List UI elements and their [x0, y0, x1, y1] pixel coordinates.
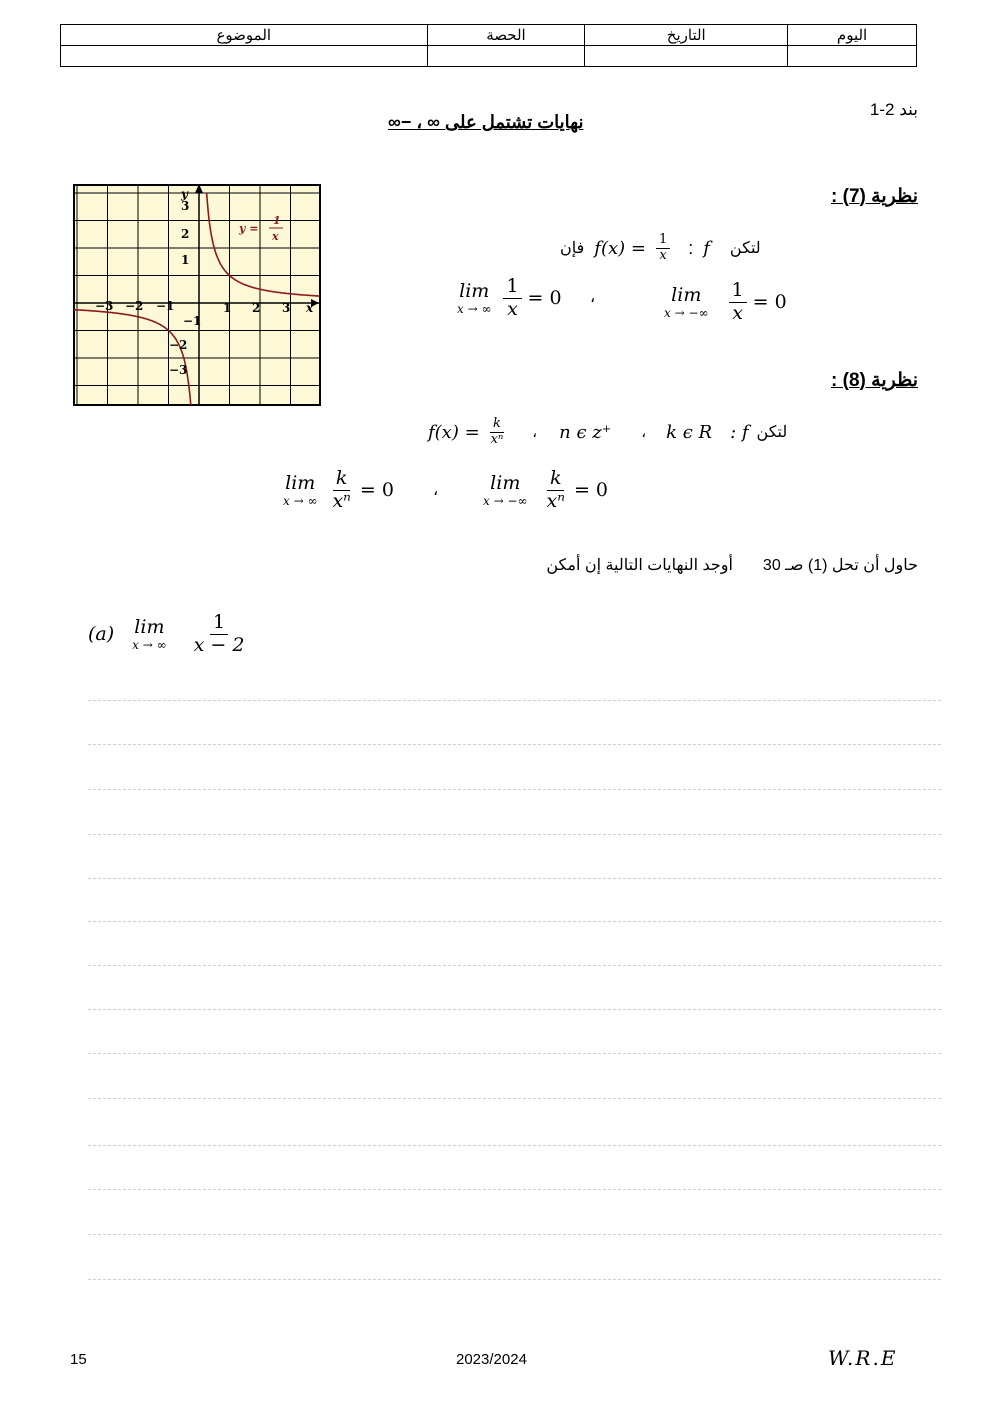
y-tick-neg3: −3 — [169, 363, 188, 377]
day-cell — [788, 46, 917, 67]
date-cell — [585, 46, 788, 67]
equation-num: 1 — [273, 214, 281, 227]
subject-cell — [61, 46, 428, 67]
theorem7-heading: نظرية (7) : — [831, 186, 918, 207]
equation-lhs: y = — [239, 222, 259, 235]
x-tick-neg2: −2 — [125, 299, 144, 313]
date-header: التاريخ — [585, 25, 788, 46]
then-word: فإن — [560, 240, 585, 257]
theorem7-limit-neg-inf: lim x → −∞ $\frac{1}{x}$ = 0 — [664, 278, 787, 324]
theorem8-limit-inf: lim x → ∞ $\frac{k}{\text{xⁿ}}$ = 0 — [283, 466, 394, 512]
author-initials: W.R.E — [828, 1346, 898, 1370]
answer-line — [88, 1009, 941, 1010]
subject-header: الموضوع — [61, 25, 428, 46]
exercise-task: أوجد النهايات التالية إن أمكن — [546, 557, 733, 574]
theorem8-comma: ، — [433, 482, 439, 499]
fx-label: f(x) = — [594, 237, 646, 259]
x-tick-neg3: −3 — [95, 299, 114, 313]
answer-line — [88, 834, 941, 835]
one-over-x: $\frac{1}{x}$ — [656, 233, 670, 264]
y-tick-3: 3 — [181, 199, 190, 213]
exercise-a: (a) lim x → ∞ $\frac{1}{x - 2}$ — [88, 610, 245, 656]
y-tick-neg1: −1 — [183, 314, 202, 328]
theorem8-heading: نظرية (8) : — [831, 370, 918, 391]
answer-line — [88, 1098, 941, 1099]
let-word: لتكن — [729, 240, 761, 257]
exercise-instruction-row — [546, 555, 918, 575]
x-tick-1: 1 — [223, 301, 232, 315]
theorem7-limit-inf: lim x → ∞ $\frac{1}{x}$ = 0 — [457, 274, 562, 320]
y-axis-label: y — [181, 187, 188, 201]
header-table — [60, 24, 917, 67]
x-tick-2: 2 — [252, 301, 261, 315]
reciprocal-graph — [73, 184, 321, 406]
answer-line — [88, 1145, 941, 1146]
period-cell — [427, 46, 585, 67]
section-number: بند 2-1 — [869, 100, 918, 119]
theorem7-comma: ، — [590, 289, 596, 306]
y-tick-neg2: −2 — [169, 338, 188, 352]
answer-line — [88, 878, 941, 879]
y-tick-1: 1 — [181, 253, 190, 267]
x-axis-label: x — [306, 301, 314, 315]
y-tick-2: 2 — [181, 227, 190, 241]
answer-line — [88, 700, 941, 701]
answer-line — [88, 789, 941, 790]
answer-line — [88, 965, 941, 966]
x-tick-3: 3 — [282, 301, 291, 315]
day-header: اليوم — [788, 25, 917, 46]
period-header: الحصة — [427, 25, 585, 46]
graph-background — [74, 185, 320, 405]
answer-line — [88, 1189, 941, 1190]
theorem8-limit-neg-inf: lim x → −∞ $\frac{k}{\text{xⁿ}}$ = 0 — [483, 466, 608, 512]
answer-line — [88, 1234, 941, 1235]
answer-line — [88, 1053, 941, 1054]
page-number: 15 — [70, 1351, 87, 1368]
answer-line — [88, 921, 941, 922]
exercise-a-label: (a) — [88, 623, 115, 645]
theorem8-statement: f(x) = $\frac{k}{\text{xⁿ}}$ ، n ϵ z⁺ ، k ϵ R : f لتكن — [428, 415, 788, 447]
school-year: 2023/2024 — [456, 1351, 527, 1368]
equation-den: x — [272, 230, 279, 243]
answer-line — [88, 744, 941, 745]
theorem7-statement: فإن f(x) = $\frac{1}{x}$ : f لتكن — [560, 231, 761, 263]
exercise-instruction: حاول أن تحل (1) صـ 30 — [762, 557, 918, 574]
x-tick-neg1: −1 — [156, 299, 175, 313]
answer-line — [88, 1279, 941, 1280]
section-title: نهايات تشتمل على ∞ ، −∞ — [388, 112, 584, 132]
